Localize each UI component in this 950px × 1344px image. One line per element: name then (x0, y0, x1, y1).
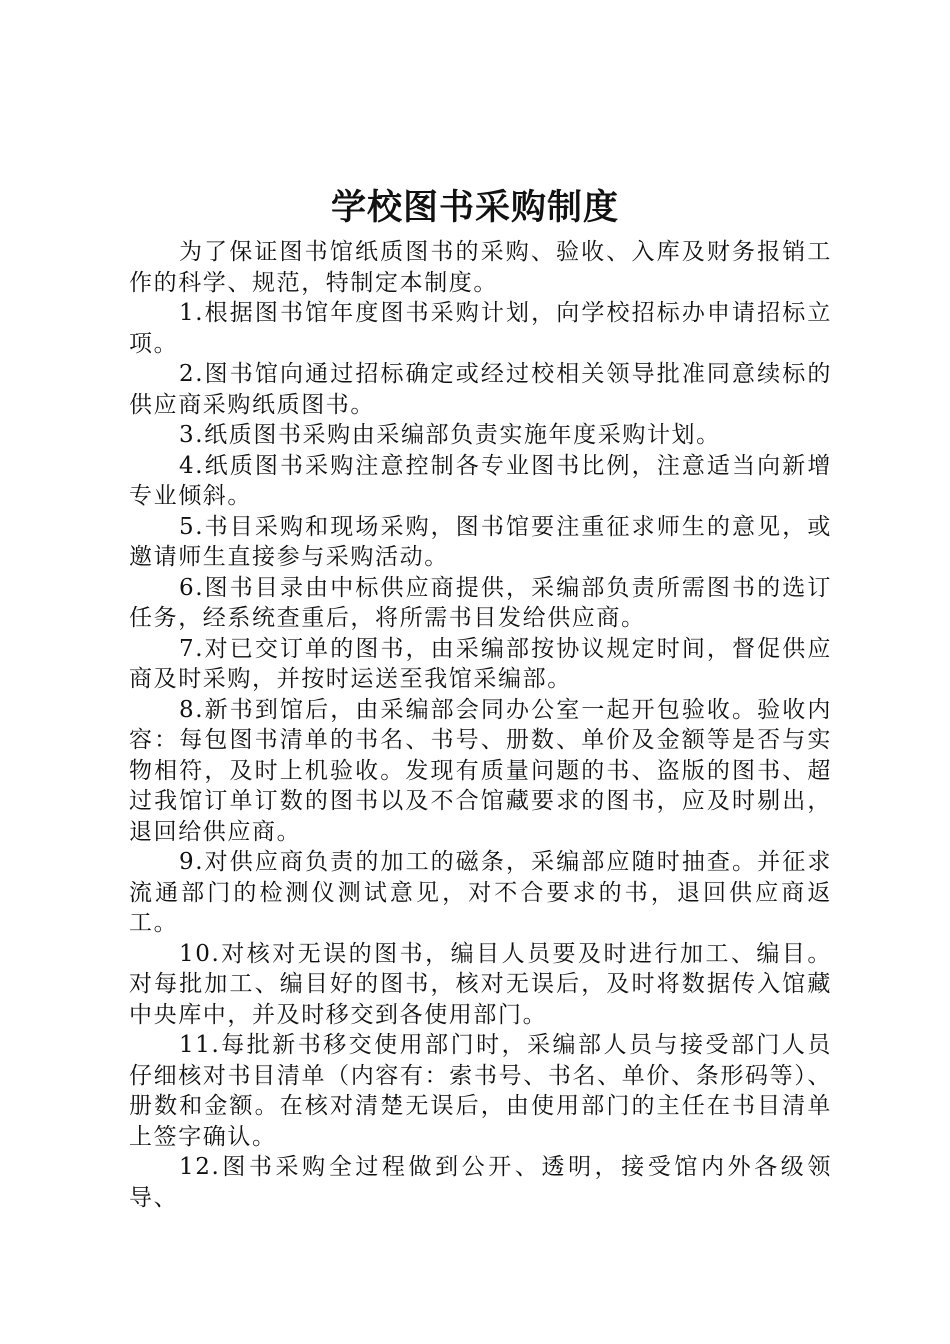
paragraph-item-8: 8.新书到馆后，由采编部会同办公室一起开包验收。验收内容：每包图书清单的书名、书号、册数、单价及金额等是否与实物相符，及时上机验收。发现有质量问题的书、盗版的图书、超过我馆订单订数的图书以及不合馆藏要求的图书，应及时剔出，退回给供应商。 (129, 696, 832, 845)
paragraph-item-2: 2.图书馆向通过招标确定或经过校相关领导批准同意续标的供应商采购纸质图书。 (129, 361, 832, 418)
paragraph-item-3: 3.纸质图书采购由采编部负责实施年度采购计划。 (179, 422, 721, 448)
paragraph-item-7: 7.对已交订单的图书，由采编部按协议规定时间，督促供应商及时采购，并按时运送至我馆采编部。 (129, 635, 832, 692)
paragraph-item-10: 10.对核对无误的图书，编目人员要及时进行加工、编目。对每批加工、编目好的图书，核对无误后，及时将数据传入馆藏中央库中，并及时移交到各使用部门。 (129, 940, 832, 1028)
paragraph-intro: 为了保证图书馆纸质图书的采购、验收、入库及财务报销工作的科学、规范，特制定本制度。 (129, 239, 832, 296)
paragraph-item-1: 1.根据图书馆年度图书采购计划，向学校招标办申请招标立项。 (129, 300, 832, 357)
paragraph-item-4: 4.纸质图书采购注意控制各专业图书比例，注意适当向新增专业倾斜。 (129, 452, 832, 509)
paragraph-item-9: 9.对供应商负责的加工的磁条，采编部应随时抽查。并征求流通部门的检测仪测试意见，对不合要求的书，退回供应商返工。 (129, 849, 832, 936)
document-body (129, 237, 832, 1213)
paragraph-item-6: 6.图书目录由中标供应商提供，采编部负责所需图书的选订任务，经系统查重后，将所需书目发给供应商。 (129, 574, 832, 631)
paragraph-item-5: 5.书目采购和现场采购，图书馆要注重征求师生的意见，或邀请师生直接参与采购活动。 (129, 513, 832, 570)
paragraph-item-11: 11.每批新书移交使用部门时，采编部人员与接受部门人员仔细核对书目清单（内容有：索书号、书名、单价、条形码等）、册数和金额。在核对清楚无误后，由使用部门的主任在书目清单上签字确认。 (129, 1032, 832, 1150)
document-title: 学校图书采购制度 (330, 188, 619, 228)
paragraph-item-12: 12.图书采购全过程做到公开、透明，接受馆内外各级领导、 (129, 1154, 832, 1211)
